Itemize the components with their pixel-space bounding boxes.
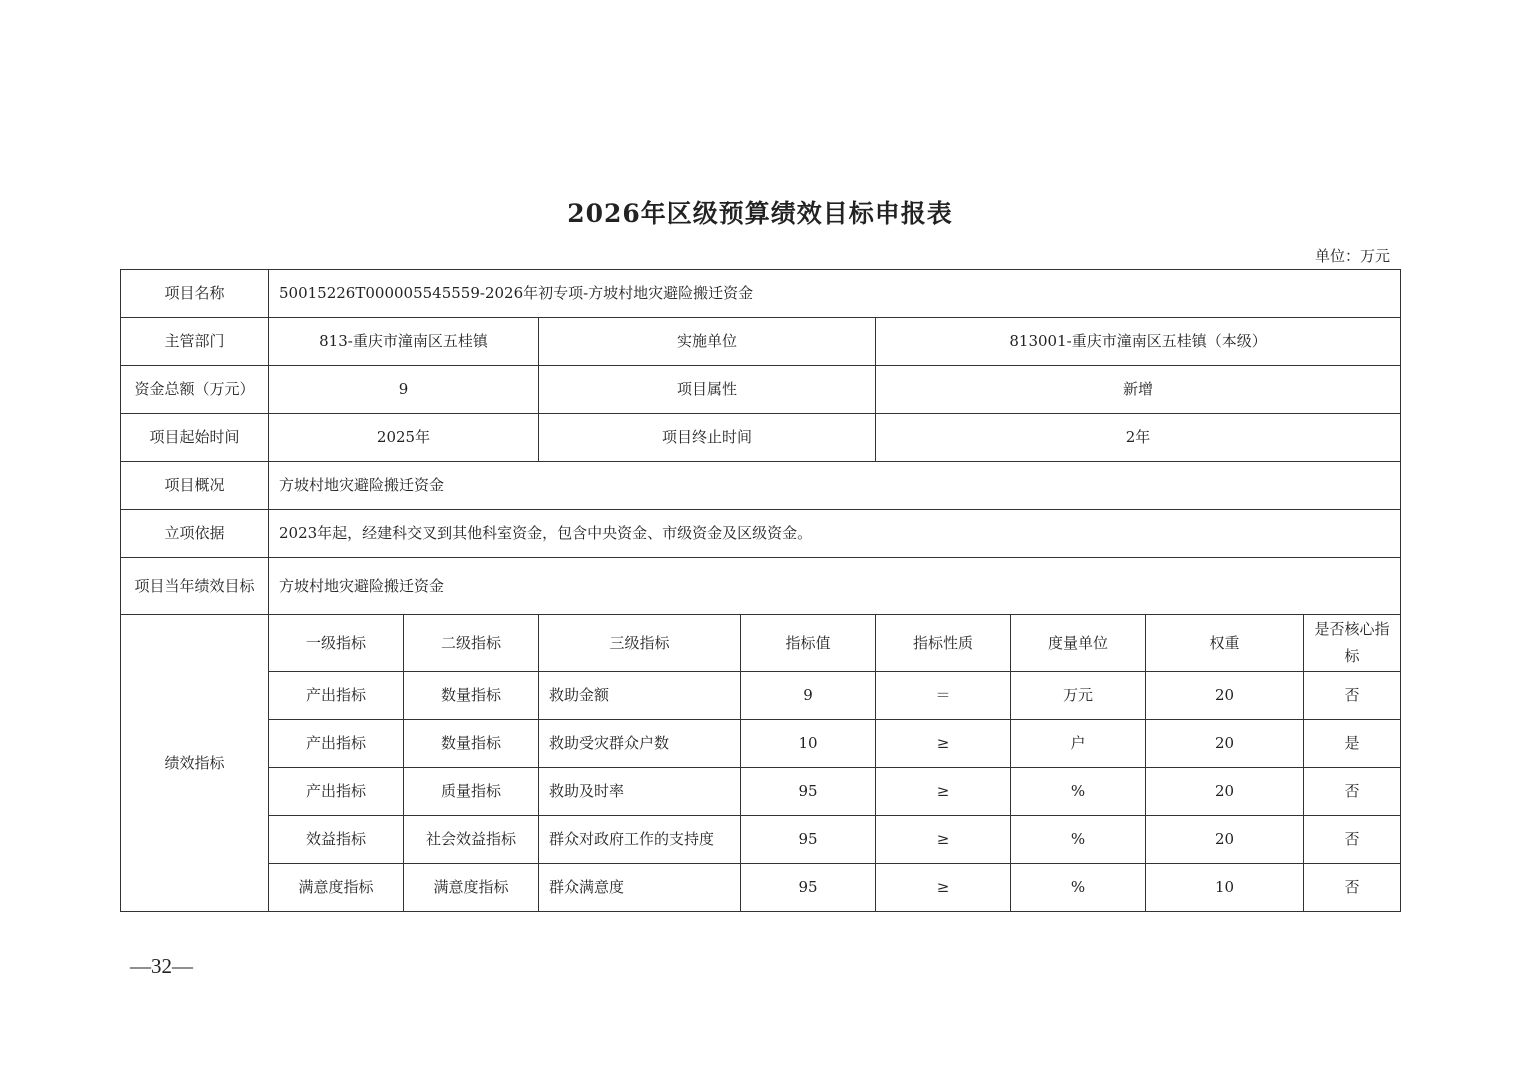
perf-label: 绩效指标 [121,615,269,912]
unit-cell: 万元 [1011,672,1146,720]
level3-cell: 群众对政府工作的支持度 [539,816,741,864]
end-label: 项目终止时间 [539,414,876,462]
page-title: 2026年区级预算绩效目标申报表 [567,199,953,228]
perf-header-cell: 二级指标 [404,615,539,672]
perf-header-cell: 度量单位 [1011,615,1146,672]
level1-cell: 产出指标 [269,672,404,720]
page-number: —32— [130,954,193,978]
dept-label: 主管部门 [121,318,269,366]
level3-cell: 群众满意度 [539,864,741,912]
unit-cell: 户 [1011,720,1146,768]
weight-cell: 20 [1146,768,1304,816]
unit-cell: % [1011,768,1146,816]
perf-header-cell: 指标值 [741,615,876,672]
nature-cell: ＝ [876,672,1011,720]
value-cell: 9 [741,672,876,720]
weight-cell: 20 [1146,720,1304,768]
level2-cell: 社会效益指标 [404,816,539,864]
nature-cell: ≥ [876,768,1011,816]
nature-cell: ≥ [876,720,1011,768]
level2-cell: 满意度指标 [404,864,539,912]
level2-cell: 质量指标 [404,768,539,816]
project-name-label: 项目名称 [121,270,269,318]
unit-cell: % [1011,864,1146,912]
level3-cell: 救助及时率 [539,768,741,816]
perf-header-cell: 指标性质 [876,615,1011,672]
fund-value: 9 [269,366,539,414]
table-row [121,672,1401,720]
level2-cell: 数量指标 [404,672,539,720]
core-cell: 否 [1304,864,1401,912]
table-row [121,768,1401,816]
table-row [121,864,1401,912]
value-cell: 95 [741,816,876,864]
start-value: 2025年 [269,414,539,462]
impl-label: 实施单位 [539,318,876,366]
weight-cell: 10 [1146,864,1304,912]
attr-value: 新增 [876,366,1401,414]
overview-label: 项目概况 [121,462,269,510]
row-overview [121,462,1401,510]
perf-header-cell: 三级指标 [539,615,741,672]
row-fund [121,366,1401,414]
table-row [121,816,1401,864]
unit-cell: % [1011,816,1146,864]
level1-cell: 产出指标 [269,720,404,768]
row-goal [121,558,1401,615]
row-time [121,414,1401,462]
start-label: 项目起始时间 [121,414,269,462]
core-cell: 是 [1304,720,1401,768]
fund-label: 资金总额（万元） [121,366,269,414]
level3-cell: 救助金额 [539,672,741,720]
level1-cell: 产出指标 [269,768,404,816]
row-dept [121,318,1401,366]
impl-value: 813001-重庆市潼南区五桂镇（本级） [876,318,1401,366]
level3-cell: 救助受灾群众户数 [539,720,741,768]
weight-cell: 20 [1146,672,1304,720]
level1-cell: 效益指标 [269,816,404,864]
end-value: 2年 [876,414,1401,462]
level1-cell: 满意度指标 [269,864,404,912]
basis-label: 立项依据 [121,510,269,558]
row-basis [121,510,1401,558]
table-row [121,720,1401,768]
value-cell: 95 [741,864,876,912]
perf-header-cell: 权重 [1146,615,1304,672]
core-cell: 否 [1304,768,1401,816]
nature-cell: ≥ [876,816,1011,864]
overview-value: 方坡村地灾避险搬迁资金 [269,462,1401,510]
basis-value: 2023年起，经建科交叉到其他科室资金，包含中央资金、市级资金及区级资金。 [269,510,1401,558]
perf-header-row [121,615,1401,672]
nature-cell: ≥ [876,864,1011,912]
row-project-name [121,270,1401,318]
dept-value: 813-重庆市潼南区五桂镇 [269,318,539,366]
perf-header-cell: 是否核心指标 [1304,615,1401,672]
unit-label: 单位：万元 [1314,247,1390,265]
performance-target-table [120,269,1401,912]
core-cell: 否 [1304,816,1401,864]
core-cell: 否 [1304,672,1401,720]
goal-value: 方坡村地灾避险搬迁资金 [269,558,1401,615]
attr-label: 项目属性 [539,366,876,414]
weight-cell: 20 [1146,816,1304,864]
goal-label: 项目当年绩效目标 [121,558,269,615]
perf-header-cell: 一级指标 [269,615,404,672]
project-name-value: 50015226T000005545559-2026年初专项-方坡村地灾避险搬迁资金 [269,270,1401,318]
value-cell: 95 [741,768,876,816]
value-cell: 10 [741,720,876,768]
level2-cell: 数量指标 [404,720,539,768]
